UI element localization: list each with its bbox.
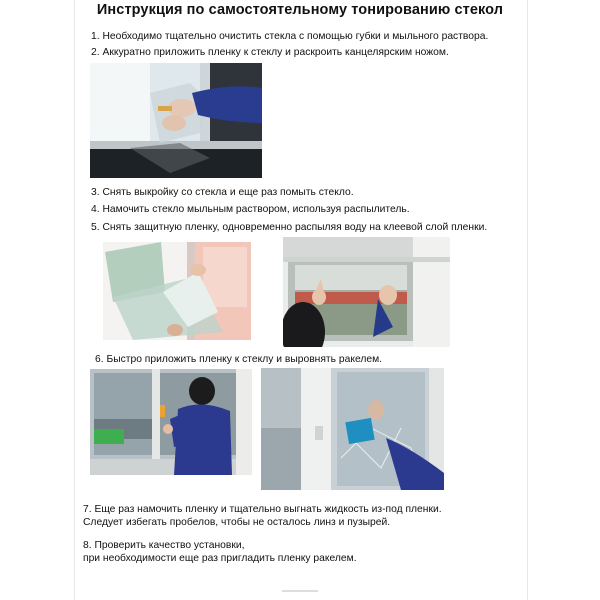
step-5-text: 5. Снять защитную пленку, одновременно распыляя воду на клеевой слой пленки. xyxy=(91,222,488,233)
step-8-text: 8. Проверить качество установки, xyxy=(83,540,245,551)
step-4-text: 4. Намочить стекло мыльным раствором, используя распылитель. xyxy=(91,204,410,215)
step-7-note: Следует избегать пробелов, чтобы не осталось линз и пузырей. xyxy=(83,517,391,528)
step-1-text: 1. Необходимо тщательно очистить стекла с помощью губки и мыльного раствора. xyxy=(91,31,489,42)
photo-wetting-glass xyxy=(283,237,450,347)
step-8-note: при необходимости еще раз пригладить пленку ракелем. xyxy=(83,553,357,564)
photo-squeegee-closeup xyxy=(261,368,444,490)
photo-applying-squeegee xyxy=(90,369,252,475)
step-2-text: 2. Аккуратно приложить пленку к стеклу и раскроить канцелярским ножом. xyxy=(91,47,449,58)
page-footer-mark xyxy=(282,590,318,592)
photo-peeling-film xyxy=(103,242,251,340)
step-6-text: 6. Быстро приложить пленку к стеклу и выровнять ракелем. xyxy=(95,354,383,365)
page-title: Инструкция по самостоятельному тонированию стекол xyxy=(96,2,504,18)
photo-cutting-film xyxy=(90,63,262,178)
step-3-text: 3. Снять выкройку со стекла и еще раз помыть стекло. xyxy=(91,187,354,198)
step-7-text: 7. Еще раз намочить пленку и тщательно выгнать жидкость из-под пленки. xyxy=(83,504,442,515)
